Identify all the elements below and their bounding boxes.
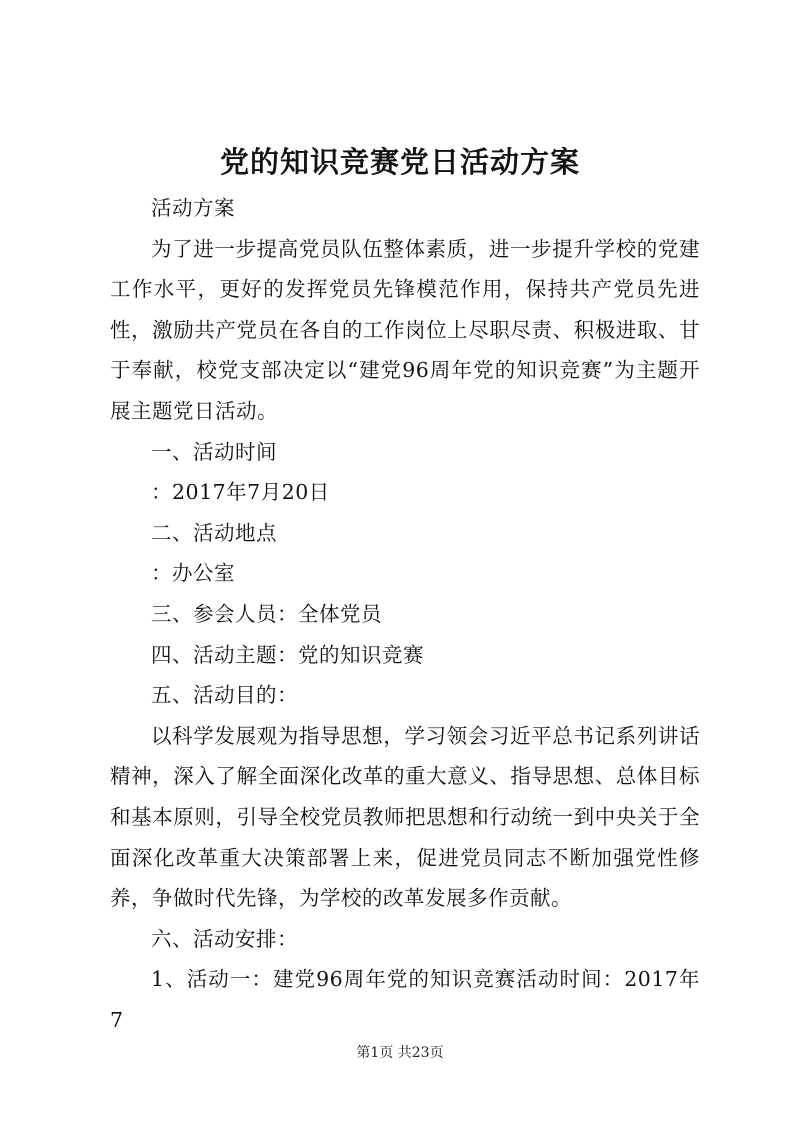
section-value-time: ：2017年7月20日 — [151, 480, 330, 505]
section-value-location: ：办公室 — [151, 561, 235, 586]
section-heading-arrangement: 六、活动安排： — [151, 926, 298, 951]
document-title: 党的知识竞赛党日活动方案 — [219, 145, 580, 179]
section-heading-location: 二、活动地点 — [151, 520, 277, 545]
section-heading-purpose: 五、活动目的： — [151, 683, 298, 708]
section-heading-time: 一、活动时间 — [151, 439, 277, 464]
paragraph-intro: 为了进一步提高党员队伍整体素质，进一步提升学校的党建工作水平，更好的发挥党员先锋模范作用，保持共产党员先进性，激励共产党员在各自的工作岗位上尽职尽责、积极进取、甘于奉献，校党支部决定以“建党96周年党的知识竞赛”为主题开展主题党日活动。 — [110, 236, 700, 423]
section-attendees: 三、参会人员：全体党员 — [151, 601, 382, 626]
document-body — [110, 188, 700, 1040]
paragraph-activity-one: 1、活动一：建党96周年党的知识竞赛活动时间：2017年7 — [110, 967, 700, 1032]
paragraph-heading-activity-plan: 活动方案 — [151, 196, 235, 220]
section-theme: 四、活动主题：党的知识竞赛 — [151, 642, 424, 667]
paragraph-purpose: 以科学发展观为指导思想，学习领会习近平总书记系列讲话精神，深入了解全面深化改革的重大意义、指导思想、总体目标和基本原则，引导全校党员教师把思想和行动统一到中央关于全面深化改革重大决策部署上来，促进党员同志不断加强党性修养，争做时代先锋，为学校的改革发展多作贡献。 — [110, 723, 700, 911]
page-footer: 第1页 共23页 — [356, 1045, 444, 1061]
